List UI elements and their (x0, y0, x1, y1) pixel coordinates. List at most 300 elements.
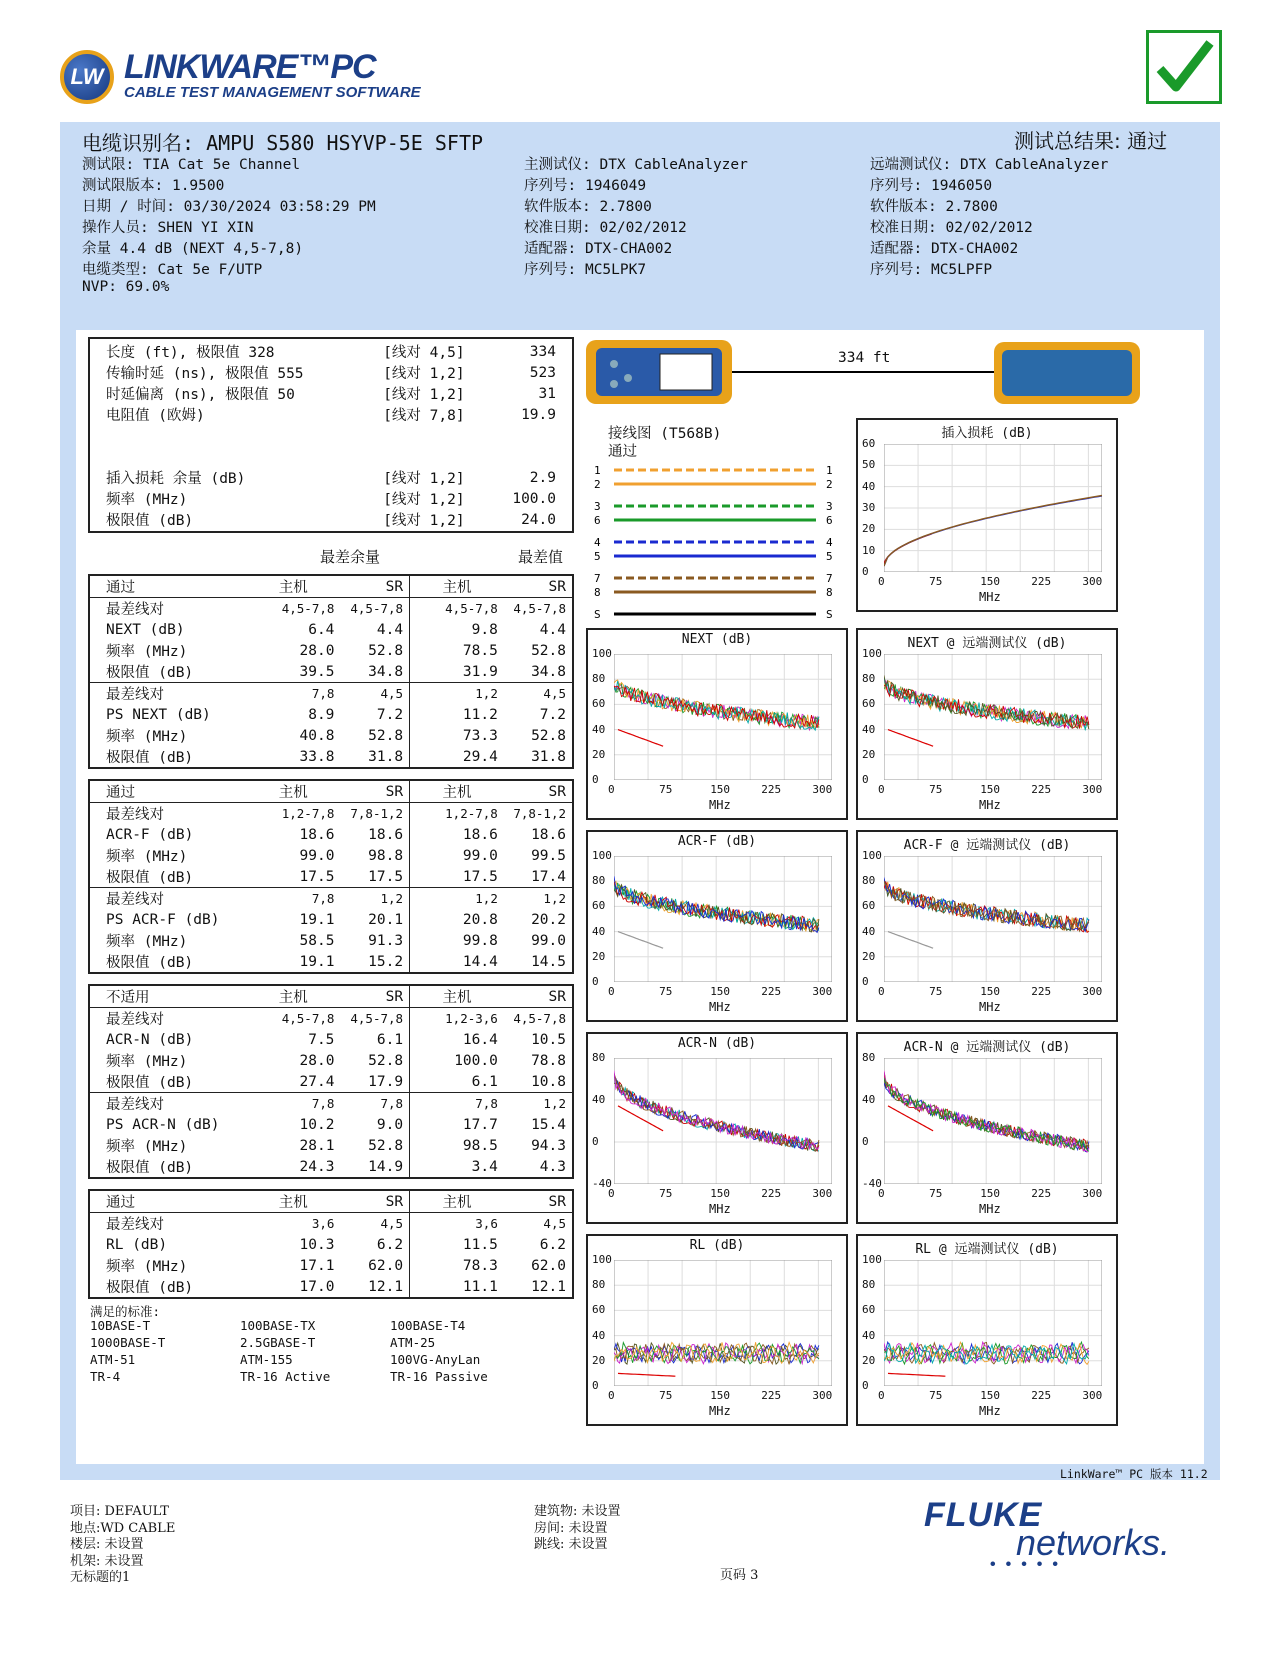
table-cell: 14.5 (531, 953, 566, 970)
y-tick-label: 0 (862, 1135, 869, 1148)
summary-cell: 2.9 (529, 469, 556, 486)
worst-value-heading: 最差值 (518, 548, 564, 566)
chart-title: ACR-N @ 远端测试仪 (dB) (903, 1040, 1071, 1055)
standard-item: 100BASE-TX (240, 1318, 316, 1333)
summary-cell: 频率 (MHz) (106, 492, 188, 508)
header-line: 校准日期: 02/02/2012 (870, 220, 1033, 236)
table-cell: 12.1 (531, 1278, 566, 1295)
x-tick-label: 0 (878, 1389, 885, 1402)
table-cell: 7,8 (311, 686, 335, 701)
y-tick-label: 40 (862, 924, 876, 938)
table-cell: 7.5 (308, 1031, 335, 1048)
limit-line (618, 730, 663, 747)
x-tick-label: 150 (980, 1187, 1001, 1200)
chart-panel (856, 1234, 1118, 1426)
tester-diagram (584, 338, 1144, 408)
table-cell: 99.5 (531, 847, 566, 864)
y-tick-label: 60 (862, 1303, 876, 1317)
summary-cell (377, 425, 490, 446)
table-cell: 10.5 (531, 1031, 566, 1048)
x-tick-label: 300 (812, 783, 833, 796)
table-row (89, 1114, 573, 1135)
table-cell: 最差线对 (106, 687, 164, 703)
table-cell: 7,8-1,2 (350, 806, 404, 821)
table-row (89, 1276, 573, 1298)
x-tick-label: 150 (980, 1389, 1001, 1402)
y-tick-label: 0 (862, 565, 869, 578)
table-cell: 3.4 (410, 1156, 504, 1178)
table-cell: 28.0 (299, 642, 335, 659)
x-axis-label: MHz (709, 1000, 731, 1014)
standard-item: TR-16 Active (240, 1369, 331, 1384)
table-cell: 18.6 (299, 826, 335, 843)
table-cell: 16.4 (410, 1029, 504, 1050)
x-tick-label: 225 (761, 1187, 782, 1200)
chart-plot (614, 1260, 832, 1386)
summary-row (100, 341, 562, 362)
pin-label: 3 (594, 500, 601, 513)
y-tick-label: 40 (592, 924, 606, 938)
standard-item: 2.5GBASE-T (240, 1335, 316, 1350)
table-cell: 极限值 (dB) (106, 665, 194, 681)
x-axis-label: MHz (709, 1202, 731, 1216)
x-tick-label: 75 (929, 1389, 943, 1402)
y-tick-label: 20 (592, 747, 606, 761)
limit-line (618, 932, 663, 949)
table-cell: 17.5 (410, 866, 504, 888)
x-tick-label: 75 (929, 575, 943, 588)
standard-item: TR-16 Passive (390, 1369, 488, 1384)
table-cell: 1,2-7,8 (281, 806, 335, 821)
standard-item: TR-4 (90, 1369, 121, 1384)
table-row (89, 1234, 573, 1255)
table-cell: 最差线对 (106, 892, 164, 908)
table-cell: 28.1 (299, 1137, 335, 1154)
table-row (89, 1050, 573, 1071)
standard-item: ATM-155 (240, 1352, 293, 1367)
summary-row (100, 467, 562, 488)
chart-plot (884, 856, 1102, 982)
table-cell: 最差线对 (106, 1097, 164, 1113)
summary-cell: [线对 4,5] (383, 345, 465, 361)
column-header: 主机 (246, 780, 340, 803)
pin-label: 2 (594, 478, 601, 491)
x-tick-label: 150 (710, 783, 731, 796)
table-cell: 1,2-7,8 (410, 803, 504, 825)
chart-plot (884, 1058, 1102, 1184)
y-tick-label: 60 (862, 437, 876, 450)
column-header: SR (504, 1190, 573, 1213)
y-tick-label: 50 (862, 458, 876, 472)
results-section (88, 779, 574, 974)
chart-title: ACR-F @ 远端测试仪 (dB) (903, 838, 1071, 853)
table-cell: 33.8 (299, 748, 335, 765)
cable-length-label: 334 ft (838, 350, 891, 366)
column-header: SR (504, 985, 573, 1008)
table-cell: RL (dB) (106, 1236, 168, 1253)
table-cell: 73.3 (410, 725, 504, 746)
section-status: 通过 (89, 780, 246, 803)
pin-label: 4 (594, 536, 601, 549)
table-cell: 4.4 (376, 621, 404, 638)
table-cell: 62.0 (368, 1257, 404, 1274)
column-header: SR (340, 780, 409, 803)
section-header-row (89, 1190, 573, 1213)
table-cell: 58.5 (299, 932, 335, 949)
table-cell: 14.4 (410, 951, 504, 973)
column-header: SR (504, 575, 573, 598)
x-axis-label: MHz (979, 1202, 1001, 1216)
column-header: 主机 (246, 575, 340, 598)
summary-cell: 19.9 (521, 406, 556, 423)
summary-cell: 24.0 (521, 511, 556, 528)
header-line: 操作人员: SHEN YI XIN (82, 220, 254, 236)
x-tick-label: 300 (1082, 1187, 1103, 1200)
footer-line: 无标题的1 (70, 1570, 131, 1585)
y-tick-label: 100 (592, 647, 612, 660)
table-row (89, 661, 573, 683)
fluke-logo: FLUKE (924, 1496, 1043, 1534)
y-tick-label: 0 (862, 773, 869, 786)
table-cell: 极限值 (dB) (106, 750, 194, 766)
table-cell: 频率 (MHz) (106, 1139, 188, 1155)
y-tick-label: 80 (592, 1051, 606, 1064)
table-cell: 频率 (MHz) (106, 729, 188, 745)
limit-line (888, 730, 933, 747)
table-row (89, 1135, 573, 1156)
pin-label: 7 (594, 572, 601, 585)
standard-item: 100BASE-T4 (390, 1318, 466, 1333)
table-cell: 99.0 (410, 845, 504, 866)
table-cell: 4.4 (539, 621, 566, 638)
table-cell: 1,2 (543, 891, 566, 906)
header-line: 校准日期: 02/02/2012 (524, 220, 687, 236)
table-cell: NEXT (dB) (106, 621, 185, 638)
table-cell: 7,8 (380, 1096, 404, 1111)
table-cell: 1,2 (410, 888, 504, 910)
table-row (89, 1255, 573, 1276)
table-cell: 19.1 (299, 911, 335, 928)
table-cell: 52.8 (368, 1052, 404, 1069)
y-tick-label: 10 (862, 543, 876, 557)
column-header: 主机 (246, 985, 340, 1008)
y-tick-label: 40 (862, 1328, 876, 1342)
y-tick-label: 80 (592, 1278, 606, 1292)
table-cell: 17.7 (410, 1114, 504, 1135)
chart-panel (856, 628, 1118, 820)
table-cell: 1,2 (543, 1096, 566, 1111)
standard-item: ATM-51 (90, 1352, 136, 1367)
table-cell: 最差线对 (106, 1217, 164, 1233)
table-cell: 7,8 (410, 1093, 504, 1115)
section-status: 通过 (89, 1190, 246, 1213)
chart-plot (884, 1260, 1102, 1386)
y-tick-label: 20 (862, 522, 876, 536)
wiremap-status: 通过 (608, 444, 637, 460)
column-header: 主机 (410, 575, 504, 598)
table-row (89, 803, 573, 825)
results-section (88, 1189, 574, 1299)
table-cell: 78.3 (410, 1255, 504, 1276)
table-cell: 52.8 (368, 642, 404, 659)
table-cell: 11.5 (410, 1234, 504, 1255)
table-cell: 频率 (MHz) (106, 934, 188, 950)
table-cell: 3,6 (410, 1213, 504, 1235)
table-row (89, 1071, 573, 1093)
table-row (89, 1213, 573, 1235)
software-version: LinkWare™ PC 版本 11.2 (1060, 1467, 1208, 1481)
pin-label: 1 (594, 464, 601, 477)
y-tick-label: 100 (862, 849, 882, 862)
summary-row (100, 362, 562, 383)
table-cell: 最差线对 (106, 602, 164, 618)
footer-line: 楼层: 未设置 (70, 1537, 144, 1552)
summary-cell: 523 (529, 364, 556, 381)
logo-title: LINKWARE™PC (124, 48, 376, 86)
x-tick-label: 75 (659, 1389, 673, 1402)
pin-label: 8 (594, 586, 601, 599)
table-cell: 10.3 (299, 1236, 335, 1253)
table-cell: PS ACR-N (dB) (106, 1116, 220, 1133)
summary-cell: 传输时延 (ns), 极限值 555 (106, 366, 304, 382)
y-tick-label: 20 (862, 747, 876, 761)
table-cell: 40.8 (299, 727, 335, 744)
limit-line (618, 1373, 675, 1376)
y-tick-label: 40 (592, 1328, 606, 1342)
wiremap-title: 接线图 (T568B) (608, 426, 722, 442)
column-header: 主机 (410, 780, 504, 803)
chart-plot (614, 654, 832, 780)
y-tick-label: 40 (592, 722, 606, 736)
y-tick-label: 60 (862, 899, 876, 913)
x-tick-label: 300 (1082, 575, 1103, 588)
x-tick-label: 0 (608, 1187, 615, 1200)
limit-line (888, 932, 933, 949)
chart-title: ACR-F (dB) (677, 834, 757, 849)
table-cell: 17.4 (531, 868, 566, 885)
y-tick-label: 80 (862, 874, 876, 888)
chart-panel (856, 1032, 1118, 1224)
table-cell: ACR-F (dB) (106, 826, 194, 843)
header-line: 软件版本: 2.7800 (524, 199, 652, 215)
table-cell: 34.8 (531, 663, 566, 680)
table-cell: 4,5-7,8 (513, 601, 566, 616)
chart-panel (586, 628, 848, 820)
x-tick-label: 0 (878, 985, 885, 998)
table-cell: 10.2 (299, 1116, 335, 1133)
table-cell: 频率 (MHz) (106, 1054, 188, 1070)
chart-plot (884, 444, 1102, 572)
cable-id: 电缆识别名: AMPU S580 HSYVP-5E SFTP (82, 131, 484, 155)
table-cell: 4,5-7,8 (281, 1011, 335, 1026)
pin-label: 2 (826, 478, 833, 491)
x-tick-label: 75 (659, 985, 673, 998)
table-cell: 98.8 (368, 847, 404, 864)
chart-title: NEXT @ 远端测试仪 (dB) (907, 636, 1067, 651)
summary-cell (100, 446, 377, 467)
x-tick-label: 225 (761, 985, 782, 998)
summary-row (100, 425, 562, 446)
x-tick-label: 0 (608, 1389, 615, 1402)
x-tick-label: 300 (812, 1187, 833, 1200)
pin-label: 7 (826, 572, 833, 585)
y-tick-label: 80 (592, 672, 606, 686)
table-cell: 11.1 (410, 1276, 504, 1298)
header-line: 主测试仪: DTX CableAnalyzer (524, 157, 748, 173)
table-cell: 18.6 (531, 826, 566, 843)
table-cell: 6.2 (539, 1236, 566, 1253)
table-cell: 52.8 (531, 642, 566, 659)
table-cell: 3,6 (311, 1216, 335, 1231)
y-tick-label: 80 (862, 672, 876, 686)
table-cell: 频率 (MHz) (106, 849, 188, 865)
table-cell: 78.5 (410, 640, 504, 661)
table-cell: 8.9 (308, 706, 335, 723)
x-tick-label: 0 (608, 985, 615, 998)
table-cell: 31.8 (531, 748, 566, 765)
table-cell: 极限值 (dB) (106, 870, 194, 886)
table-cell: 6.2 (376, 1236, 404, 1253)
y-tick-label: 100 (862, 647, 882, 660)
table-cell: 7,8-1,2 (513, 806, 566, 821)
table-cell: 99.0 (299, 847, 335, 864)
pin-label: 8 (826, 586, 833, 599)
table-cell: 频率 (MHz) (106, 644, 188, 660)
table-cell: 6.1 (376, 1031, 404, 1048)
networks-logo: networks. (1016, 1522, 1171, 1563)
page-number: 页码 3 (720, 1568, 759, 1583)
x-tick-label: 75 (659, 783, 673, 796)
table-cell: 1,2 (380, 891, 404, 906)
summary-row (100, 509, 562, 530)
summary-table (100, 341, 562, 530)
y-tick-label: 30 (862, 501, 876, 514)
table-cell: 9.8 (410, 619, 504, 640)
pin-label: 4 (826, 536, 833, 549)
x-tick-label: 0 (878, 1187, 885, 1200)
table-cell: 7,8 (311, 891, 335, 906)
pin-label: 6 (594, 514, 601, 527)
y-tick-label: 40 (592, 1093, 606, 1106)
summary-cell (490, 425, 562, 446)
x-tick-label: 150 (710, 1389, 731, 1402)
pass-check-icon (1146, 30, 1222, 104)
table-cell: 4,5-7,8 (350, 601, 404, 616)
x-tick-label: 150 (980, 575, 1001, 588)
header-line: 电缆类型: Cat 5e F/UTP (82, 262, 263, 278)
table-cell: 12.1 (368, 1278, 404, 1295)
table-cell: 31.8 (368, 748, 404, 765)
table-cell: 1,2-3,6 (410, 1008, 504, 1030)
summary-cell: [线对 7,8] (383, 408, 465, 424)
standard-item: ATM-25 (390, 1335, 436, 1350)
wiremap-diagram (590, 460, 840, 630)
header-line: 远端测试仪: DTX CableAnalyzer (870, 157, 1109, 173)
summary-row (100, 488, 562, 509)
column-header: SR (340, 985, 409, 1008)
table-cell: 99.0 (531, 932, 566, 949)
chart-title: NEXT (dB) (681, 632, 753, 647)
logo-dots-icon: ••••• (990, 1556, 1069, 1573)
section-header-row (89, 985, 573, 1008)
x-tick-label: 225 (1031, 575, 1052, 588)
table-cell: 17.5 (368, 868, 404, 885)
table-cell: 14.9 (368, 1158, 404, 1175)
x-tick-label: 300 (1082, 985, 1103, 998)
x-tick-label: 75 (929, 1187, 943, 1200)
pin-label: S (826, 608, 833, 621)
x-tick-label: 225 (1031, 1389, 1052, 1402)
logo-subtitle: CABLE TEST MANAGEMENT SOFTWARE (124, 84, 421, 101)
standard-item: 100VG-AnyLan (390, 1352, 481, 1367)
pin-label: 5 (826, 550, 833, 563)
y-tick-label: 0 (592, 1379, 599, 1392)
overall-result: 测试总结果: 通过 (1014, 129, 1168, 153)
header-line: 软件版本: 2.7800 (870, 199, 998, 215)
summary-cell: 31 (538, 385, 556, 402)
x-tick-label: 75 (929, 985, 943, 998)
header-line: 余量 4.4 dB (NEXT 4,5-7,8) (82, 241, 304, 257)
table-cell: 28.0 (299, 1052, 335, 1069)
standard-item: 1000BASE-T (90, 1335, 166, 1350)
table-cell: 91.3 (368, 932, 404, 949)
table-cell: 78.8 (531, 1052, 566, 1069)
table-cell: 20.1 (368, 911, 404, 928)
table-cell: 52.8 (531, 727, 566, 744)
table-cell: 10.8 (531, 1073, 566, 1090)
table-cell: 17.0 (299, 1278, 335, 1295)
summary-cell: [线对 1,2] (383, 387, 465, 403)
header-line: 序列号: MC5LPFP (870, 262, 993, 278)
table-cell: 15.4 (531, 1116, 566, 1133)
summary-cell: [线对 1,2] (383, 471, 465, 487)
x-axis-label: MHz (709, 1404, 731, 1418)
chart-plot (614, 1058, 832, 1184)
chart-title: RL @ 远端测试仪 (dB) (915, 1242, 1059, 1257)
table-cell: PS ACR-F (dB) (106, 911, 220, 928)
x-tick-label: 150 (710, 1187, 731, 1200)
summary-cell: 334 (529, 343, 556, 360)
table-cell: 4,5-7,8 (410, 598, 504, 620)
y-tick-label: 40 (862, 722, 876, 736)
y-tick-label: 20 (862, 949, 876, 963)
table-cell: 4,5-7,8 (281, 601, 335, 616)
table-row (89, 930, 573, 951)
x-axis-label: MHz (979, 590, 1001, 604)
table-cell: 17.5 (299, 868, 335, 885)
summary-cell: 100.0 (512, 490, 556, 507)
table-row (89, 1156, 573, 1178)
table-cell: 极限值 (dB) (106, 955, 194, 971)
table-row (89, 746, 573, 768)
results-section (88, 984, 574, 1179)
y-tick-label: 40 (862, 1093, 876, 1106)
table-cell: 31.9 (410, 661, 504, 683)
table-cell: 17.9 (368, 1073, 404, 1090)
limit-line (888, 1373, 945, 1376)
x-tick-label: 300 (812, 1389, 833, 1402)
summary-row (100, 404, 562, 425)
table-cell: 29.4 (410, 746, 504, 768)
table-cell: 4.3 (539, 1158, 566, 1175)
y-tick-label: 60 (592, 697, 606, 711)
table-cell: 52.8 (368, 1137, 404, 1154)
table-cell: 7.2 (539, 706, 566, 723)
table-cell: 4,5-7,8 (513, 1011, 566, 1026)
summary-cell: 时延偏离 (ns), 极限值 50 (106, 387, 295, 403)
table-cell: 15.2 (368, 953, 404, 970)
x-tick-label: 0 (878, 575, 885, 588)
